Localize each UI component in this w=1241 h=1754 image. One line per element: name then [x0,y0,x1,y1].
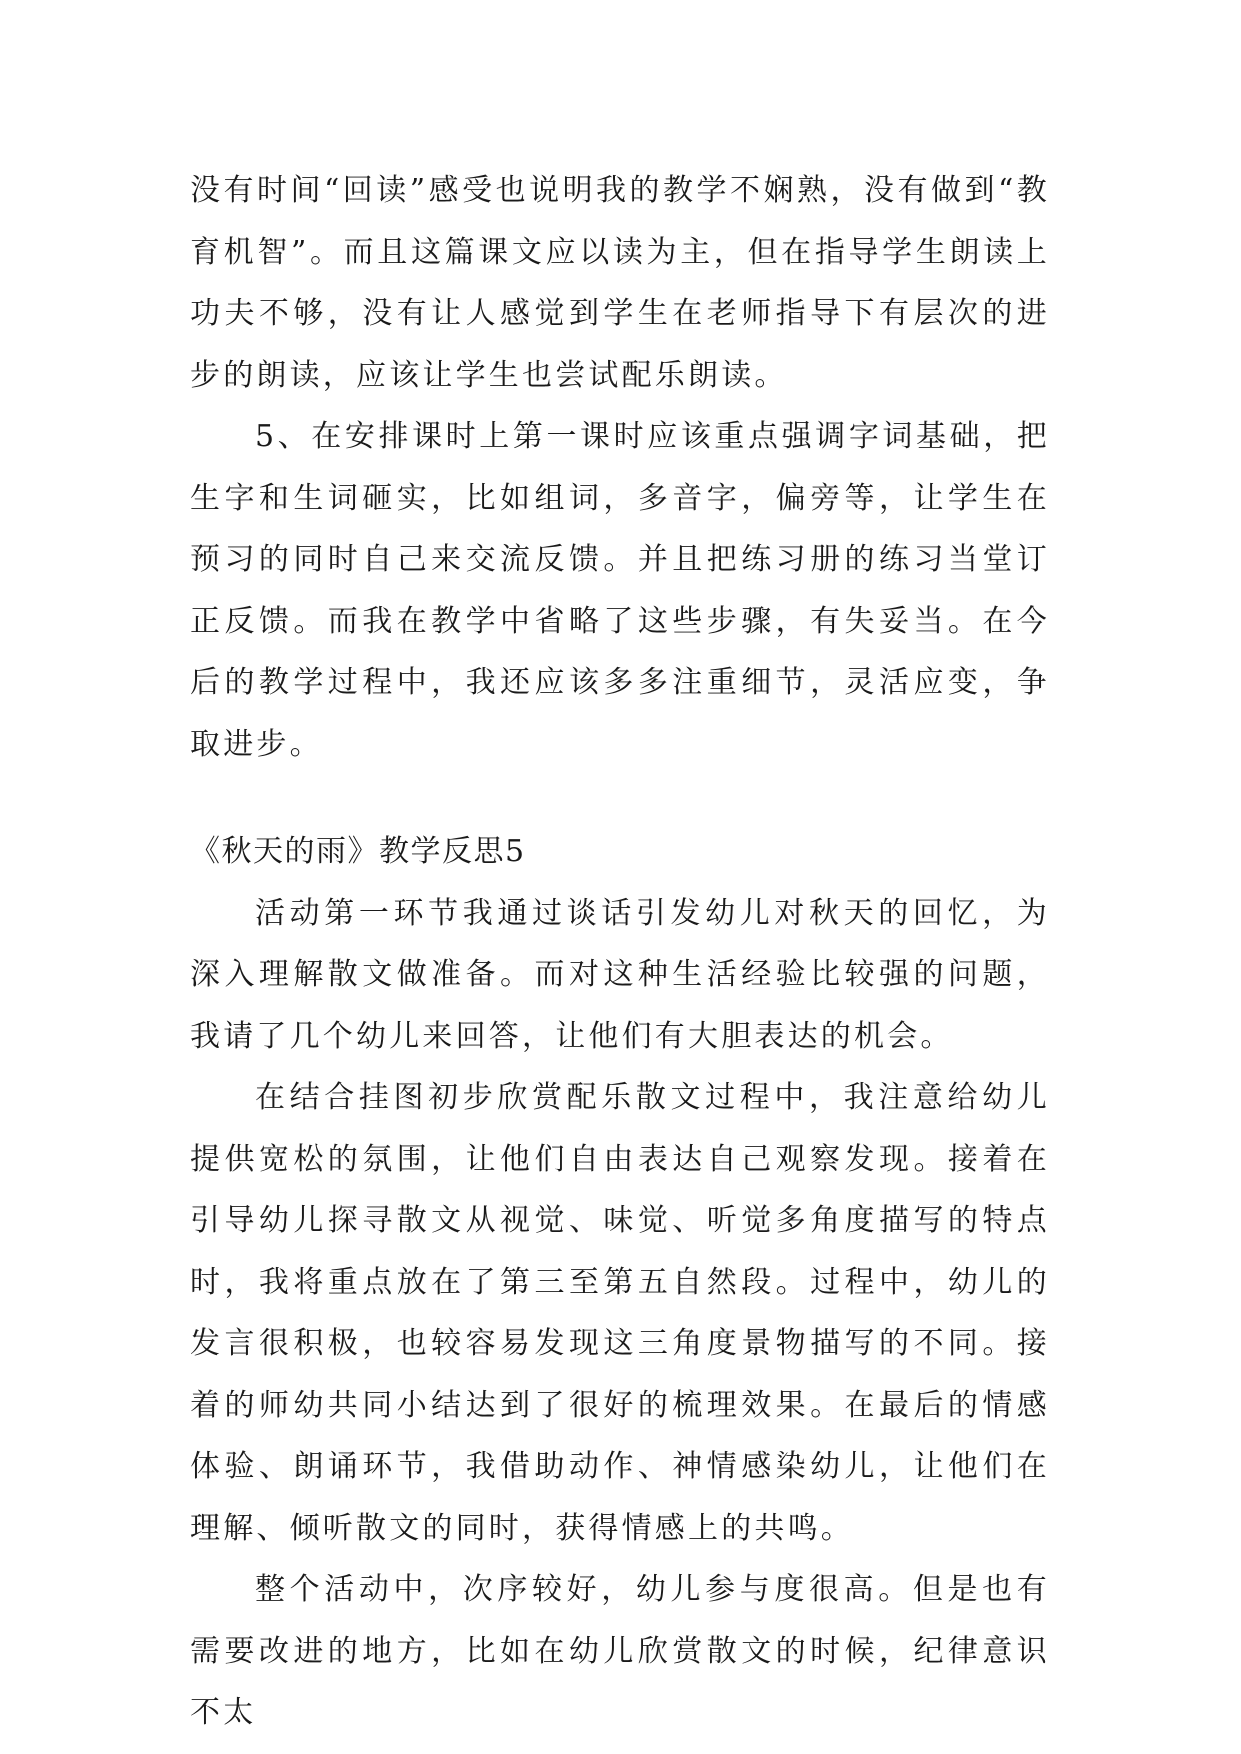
paragraph-summary: 整个活动中，次序较好，幼儿参与度很高。但是也有需要改进的地方，比如在幼儿欣赏散文的时候，纪律意识不太 [190,1572,1050,1730]
paragraph-appreciation: 在结合挂图初步欣赏配乐散文过程中，我注意给幼儿提供宽松的氛围，让他们自由表达自己观察发现。接着在引导幼儿探寻散文从视觉、味觉、听觉多角度描写的特点时，我将重点放在了第三至第五自然段。过程中，幼儿的发言很积极，也较容易发现这三角度景物描写的不同。接着的师幼共同小结达到了很好的梳理效果。在最后的情感体验、朗诵环节，我借助动作、神情感染幼儿，让他们在理解、倾听散文的同时，获得情感上的共鸣。 [190,1080,1050,1546]
paragraph-continued: 没有时间“回读”感受也说明我的教学不娴熟，没有做到“教育机智”。而且这篇课文应以读为主，但在指导学生朗读上功夫不够，没有让人感觉到学生在老师指导下有层次的进步的朗读，应该让学生也尝试配乐朗读。 [190,173,1050,393]
section-spacer [190,775,1050,821]
document-body [190,160,1050,1744]
paragraph-point-5: 5、在安排课时上第一课时应该重点强调字词基础，把生字和生词砸实，比如组词，多音字，偏旁等，让学生在预习的同时自己来交流反馈。并且把练习册的练习当堂订正反馈。而我在教学中省略了这些步骤，有失妥当。在今后的教学过程中，我还应该多多注重细节，灵活应变，争取进步。 [190,419,1050,762]
section-title: 《秋天的雨》教学反思5 [190,834,526,869]
paragraph-activity-intro: 活动第一环节我通过谈话引发幼儿对秋天的回忆，为深入理解散文做准备。而对这种生活经验比较强的问题，我请了几个幼儿来回答，让他们有大胆表达的机会。 [190,895,1050,1054]
